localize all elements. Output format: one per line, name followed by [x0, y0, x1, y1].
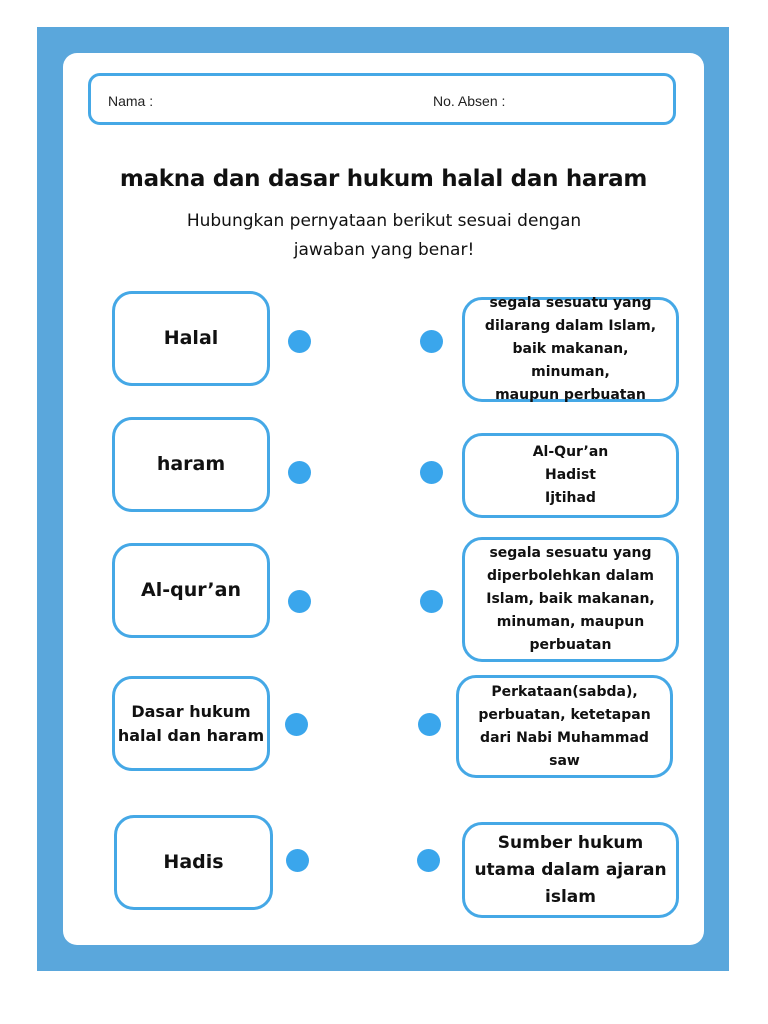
right-connector-dot-3[interactable]: [420, 590, 443, 613]
term-box-hadis[interactable]: [114, 815, 273, 910]
definition-box-2[interactable]: [462, 433, 679, 518]
definition-line: Sumber hukum: [497, 832, 644, 853]
term-box-dasar-hukum[interactable]: [112, 676, 270, 771]
term-line: Al-qur’an: [141, 579, 241, 601]
definition-text: [471, 292, 670, 407]
term-line: Halal: [163, 327, 219, 349]
definition-line: utama dalam ajaran: [474, 859, 667, 880]
definition-line: baik makanan, minuman,: [512, 341, 629, 380]
definition-text: [533, 441, 609, 510]
term-label: [141, 578, 241, 603]
right-connector-dot-1[interactable]: [420, 330, 443, 353]
left-connector-dot-2[interactable]: [288, 461, 311, 484]
definition-line: segala sesuatu yang: [489, 545, 652, 561]
left-connector-dot-4[interactable]: [285, 713, 308, 736]
term-box-alquran[interactable]: [112, 543, 270, 638]
definition-box-4[interactable]: [456, 675, 673, 778]
term-box-haram[interactable]: [112, 417, 270, 512]
definition-line: segala sesuatu yang: [489, 295, 652, 311]
left-connector-dot-1[interactable]: [288, 330, 311, 353]
right-connector-dot-2[interactable]: [420, 461, 443, 484]
definition-line: perbuatan, ketetapan: [478, 706, 651, 723]
definition-box-1[interactable]: [462, 297, 679, 402]
definition-text: [478, 681, 650, 773]
left-connector-dot-3[interactable]: [288, 590, 311, 613]
definition-box-3[interactable]: [462, 537, 679, 662]
term-label: [163, 850, 223, 875]
term-label: [157, 452, 225, 477]
definition-line: Al-Qur’an: [532, 444, 609, 460]
instruction-line-1: Hubungkan pernyataan berikut sesuai dengan: [186, 211, 582, 231]
term-box-halal[interactable]: [112, 291, 270, 386]
definition-line: Islam, baik makanan,: [486, 591, 655, 607]
definition-line: Hadist: [544, 467, 596, 483]
definition-line: maupun perbuatan: [495, 387, 646, 403]
worksheet-title: makna dan dasar hukum halal dan haram: [119, 166, 648, 192]
term-line: Hadis: [163, 851, 224, 873]
term-label: [118, 700, 264, 748]
definition-line: Ijtihad: [545, 490, 596, 506]
right-connector-dot-4[interactable]: [418, 713, 441, 736]
definition-line: perbuatan: [529, 637, 612, 653]
term-label: [164, 326, 219, 351]
definition-text: [486, 542, 655, 657]
definition-line: dari Nabi Muhammad: [480, 729, 649, 746]
definition-line: minuman, maupun: [496, 614, 645, 630]
definition-text: [474, 830, 666, 911]
definition-line: saw: [549, 752, 580, 769]
definition-line: islam: [545, 886, 596, 907]
definition-line: Perkataan(sabda),: [491, 683, 638, 700]
name-label: Nama :: [108, 93, 154, 109]
definition-line: dilarang dalam Islam,: [484, 318, 657, 334]
instruction-line-2: jawaban yang benar!: [293, 240, 475, 260]
left-connector-dot-5[interactable]: [286, 849, 309, 872]
term-line: halal dan haram: [117, 725, 265, 745]
student-info-box: [88, 73, 676, 125]
instruction: [160, 207, 608, 265]
term-line: Dasar hukum: [131, 701, 251, 721]
definition-line: diperbolehkan dalam: [486, 568, 655, 584]
definition-box-5[interactable]: [462, 822, 679, 918]
term-line: haram: [156, 453, 226, 475]
right-connector-dot-5[interactable]: [417, 849, 440, 872]
absen-number-label: No. Absen :: [433, 93, 506, 109]
